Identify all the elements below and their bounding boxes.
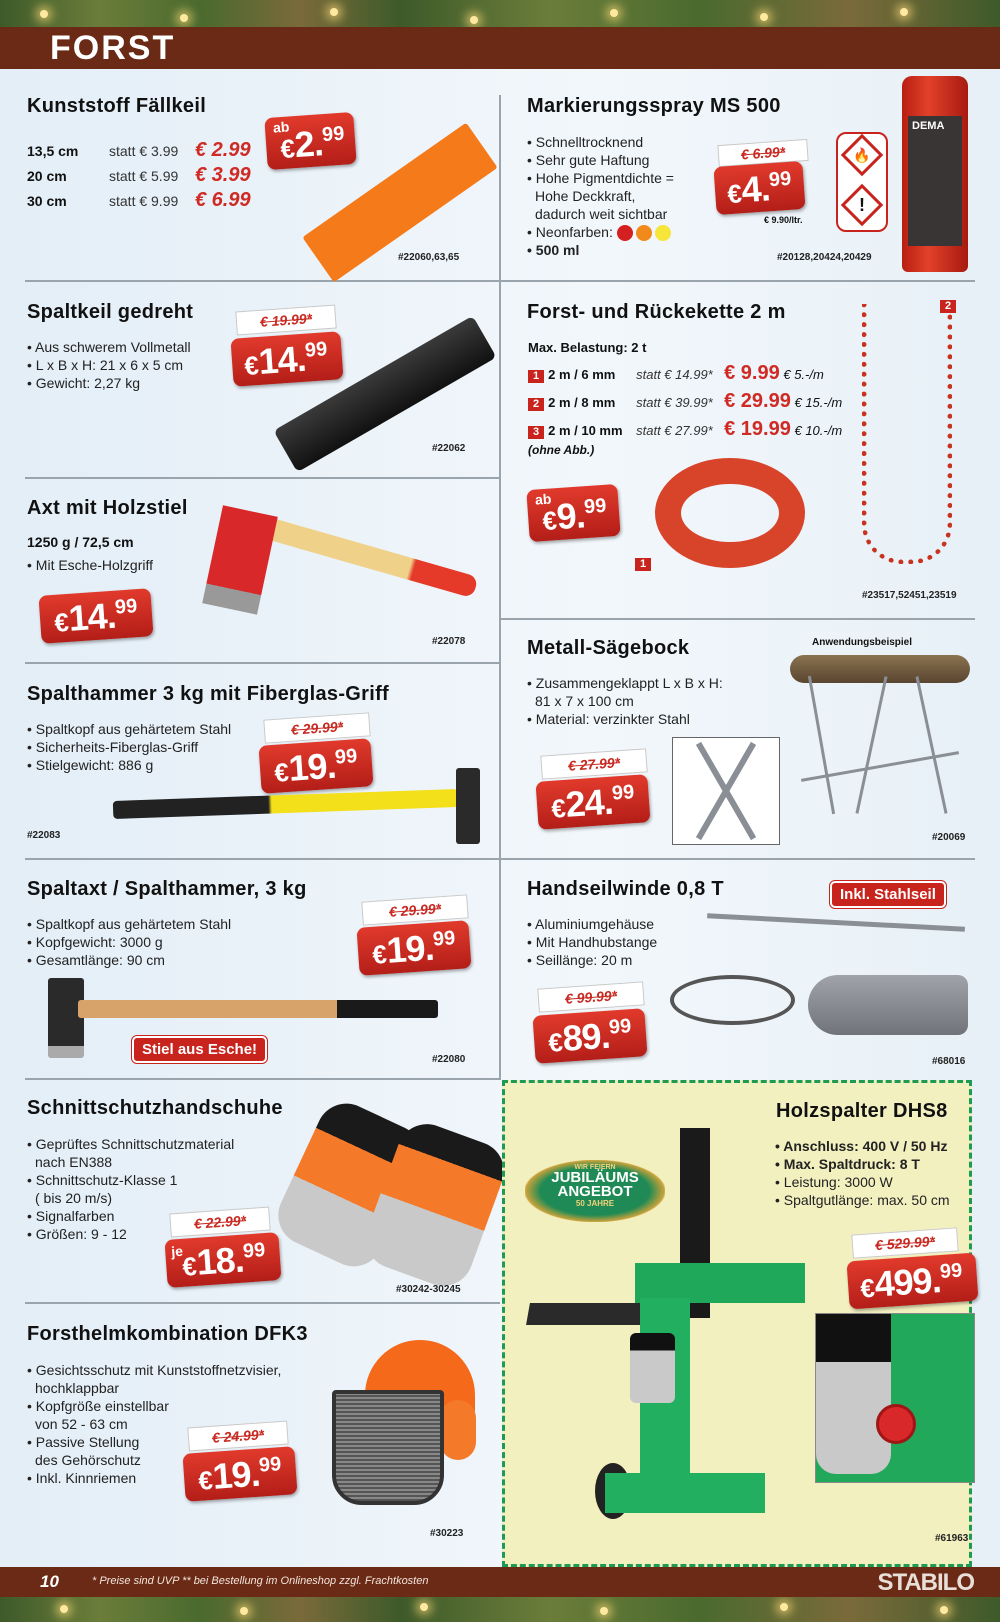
text: • Schnittschutz-Klasse 1	[27, 1172, 178, 1188]
price-tag	[713, 161, 805, 215]
text: € 29.99	[724, 390, 791, 412]
axe-head-image	[48, 978, 84, 1058]
text: 81 x 7 x 100 cm	[535, 693, 634, 709]
variant-price: € 3.99	[195, 164, 251, 186]
unit-price: € 9.90/ltr.	[764, 215, 803, 225]
divider	[500, 618, 975, 620]
chain-hanging-image	[862, 304, 952, 564]
text: €	[550, 792, 567, 824]
text: • Material: verzinkter Stahl	[527, 711, 690, 727]
variant-price: € 2.99	[195, 139, 251, 161]
motor-detail-image	[815, 1313, 975, 1483]
bullet-list	[27, 720, 231, 774]
winch-body-image	[808, 975, 968, 1035]
bullet-list	[527, 915, 657, 969]
sku: #22080	[432, 1054, 466, 1065]
product-title: Spalthammer 3 kg mit Fiberglas-Griff	[27, 683, 389, 705]
text: • Mit Handhubstange	[527, 934, 658, 950]
variant-size: 20 cm	[27, 168, 67, 184]
text: 99	[611, 781, 635, 805]
text: €	[726, 178, 743, 210]
ash-handle-image	[78, 1000, 438, 1018]
text: statt € 27.99*	[636, 423, 713, 438]
old-price: € 6.99*	[717, 139, 808, 167]
price-tag	[264, 112, 356, 170]
text: € 10.-/m	[794, 423, 843, 438]
feature-badge: Inkl. Stahlseil	[830, 881, 946, 908]
sku: #23517,52451,23519	[862, 590, 957, 601]
bullet-list	[527, 133, 674, 259]
text: • Seillänge: 20 m	[527, 952, 633, 968]
divider	[25, 477, 500, 479]
text: €	[541, 505, 558, 537]
flame-hazard-icon: 🔥	[841, 134, 883, 176]
bullet-list	[27, 556, 153, 574]
variant-old-price: statt € 5.99	[109, 168, 179, 184]
text: 4.	[740, 167, 771, 211]
product-title: Spaltkeil gedreht	[27, 301, 194, 323]
product-title: Markierungsspray MS 500	[527, 95, 781, 117]
image-label-1: 1	[635, 558, 651, 571]
max-load: Max. Belastung: 2 t	[528, 340, 647, 355]
text: 19.	[287, 744, 337, 789]
currency: €	[279, 133, 296, 165]
product-holzspalter[interactable]	[502, 1080, 972, 1567]
variant-old-price: statt € 9.99	[109, 193, 179, 209]
text: €	[181, 1250, 198, 1282]
sku: #22062	[432, 443, 466, 454]
exclamation-hazard-icon: !	[841, 184, 883, 226]
example-label: Anwendungsbeispiel	[812, 637, 913, 648]
text: • Neonfarben:	[527, 224, 613, 240]
price-tag	[164, 1232, 281, 1288]
text: 99	[242, 1239, 266, 1263]
mesh-visor-image	[332, 1390, 444, 1505]
text: 99	[334, 745, 358, 769]
text: je	[170, 1242, 184, 1260]
text: 99	[583, 494, 608, 519]
text: • Sicherheits-Fiberglas-Griff	[27, 739, 199, 755]
product-title: Forsthelmkombination DFK3	[27, 1323, 308, 1345]
text: • Geprüftes Schnittschutzmaterial	[27, 1136, 235, 1152]
text: statt € 39.99*	[636, 395, 713, 410]
text: JUBILÄUMS	[551, 1169, 639, 1186]
product-title: Kunststoff Fällkeil	[27, 95, 207, 117]
text: • Größen: 9 - 12	[27, 1226, 127, 1242]
text: • 500 ml	[527, 242, 580, 259]
text: des Gehörschutz	[35, 1452, 141, 1468]
text: € 15.-/m	[794, 395, 843, 410]
section-title: FORST	[50, 29, 176, 67]
text: €	[547, 1026, 564, 1058]
divider	[25, 858, 500, 860]
sku: #61963	[935, 1533, 969, 1544]
text: • Zusammengeklappt L x B x H:	[527, 675, 723, 691]
old-price: € 22.99*	[169, 1207, 270, 1238]
variant-list	[528, 360, 842, 444]
text: 19.	[385, 926, 435, 971]
text: 1	[528, 370, 544, 383]
text: € 19.99	[724, 418, 791, 440]
sku: #20128,20424,20429	[777, 252, 872, 263]
text: €	[243, 350, 260, 381]
product-title: Handseilwinde 0,8 T	[527, 878, 724, 900]
old-price: € 29.99*	[263, 712, 370, 743]
text: von 52 - 63 cm	[35, 1416, 128, 1432]
text: 99	[304, 338, 328, 362]
text: 99	[939, 1259, 963, 1284]
variant-note: (ohne Abb.)	[528, 443, 595, 457]
bottom-garland	[0, 1597, 1000, 1622]
text: 89.	[561, 1014, 611, 1059]
text: WIR FEIERN	[574, 1164, 616, 1171]
text: • Max. Spaltdruck: 8 T	[775, 1156, 920, 1172]
text: 99	[608, 1015, 632, 1039]
hammer-head-image	[456, 768, 480, 844]
text: hochklappbar	[35, 1380, 120, 1396]
text: • Sehr gute Haftung	[527, 152, 650, 168]
spray-brand: DEMA	[912, 120, 945, 132]
text: 19.	[211, 1452, 261, 1497]
text: 50 JAHRE	[575, 1199, 615, 1208]
sawhorse-image	[790, 655, 970, 815]
divider	[25, 1302, 500, 1304]
divider	[25, 280, 500, 282]
text: 14.	[67, 594, 117, 639]
text: • Spaltkopf aus gehärtetem Stahl	[27, 721, 232, 737]
text: 14.	[257, 337, 307, 382]
text: 2	[528, 398, 544, 411]
sku: #30223	[430, 1528, 464, 1539]
price-tag	[182, 1446, 297, 1502]
divider	[500, 280, 975, 282]
spray-can-image	[902, 76, 968, 272]
text: • Gesamtlänge: 90 cm	[27, 952, 165, 968]
text: €	[53, 606, 70, 638]
text: € 9.99	[724, 362, 780, 384]
price-tag	[846, 1253, 978, 1310]
footer-note: * Preise sind UVP ** bei Bestellung im Onlineshop zzgl. Frachtkosten	[92, 1575, 429, 1587]
old-price: € 27.99*	[540, 748, 647, 779]
bullet-list	[527, 674, 723, 728]
price-tag	[356, 920, 471, 976]
text: nach EN388	[35, 1154, 113, 1170]
old-price: € 24.99*	[187, 1421, 288, 1452]
price-tag	[535, 774, 650, 830]
product-title: Axt mit Holzstiel	[27, 497, 188, 519]
footer-bar	[0, 1567, 1000, 1597]
price-tag	[532, 1008, 647, 1064]
bullet-list	[27, 338, 191, 392]
text: • Mit Esche-Holzgriff	[27, 557, 154, 573]
sku: #20069	[932, 832, 966, 843]
product-title: Metall-Sägebock	[527, 637, 690, 659]
text: 99	[768, 167, 792, 192]
divider	[25, 662, 500, 664]
text: ab	[534, 490, 552, 508]
sku: #68016	[932, 1056, 966, 1067]
text: 99	[432, 927, 456, 951]
variant-price: € 6.99	[195, 189, 251, 211]
old-price: € 529.99*	[851, 1227, 958, 1258]
text: • Aus schwerem Vollmetall	[27, 339, 191, 355]
variant-list	[27, 138, 251, 213]
text: Hohe Deckkraft,	[535, 188, 636, 204]
text: • Spaltkopf aus gehärtetem Stahl	[27, 916, 232, 932]
bullet-list	[775, 1137, 950, 1209]
text: • Gewicht: 2,27 kg	[27, 375, 141, 391]
section-header-bar	[0, 27, 1000, 69]
text: €	[859, 1272, 876, 1304]
text: • Aluminiumgehäuse	[527, 916, 655, 932]
neon-orange-swatch	[636, 225, 652, 241]
text: 99	[258, 1453, 282, 1477]
product-title: Holzspalter DHS8	[776, 1100, 948, 1122]
bullet-list	[27, 915, 231, 969]
text: €	[371, 938, 388, 970]
text: statt € 14.99*	[636, 367, 713, 382]
feature-badge: Stiel aus Esche!	[132, 1036, 267, 1063]
product-title: Forst- und Rückekette 2 m	[527, 301, 786, 323]
text: € 5.-/m	[783, 367, 824, 382]
neon-red-swatch	[617, 225, 633, 241]
image-label-2: 2	[940, 300, 956, 313]
motor-image	[630, 1333, 675, 1403]
sku: #22060,63,65	[398, 252, 460, 263]
text: €	[197, 1464, 214, 1496]
sawhorse-detail-image	[672, 737, 780, 845]
text: 18.	[195, 1238, 245, 1283]
text: • Signalfarben	[27, 1208, 115, 1224]
old-price: € 99.99*	[537, 981, 644, 1012]
price-tag	[526, 484, 620, 542]
power-plug-icon	[876, 1404, 916, 1444]
text: ( bis 20 m/s)	[35, 1190, 113, 1206]
chain-coil-image	[655, 458, 805, 568]
text: • Kopfgröße einstellbar	[27, 1398, 169, 1414]
brand-logo: STABILO	[877, 1569, 974, 1596]
price-main: 2.	[293, 122, 325, 166]
text: • Inkl. Kinnriemen	[27, 1470, 137, 1486]
price-cents: 99	[321, 122, 346, 147]
steel-cable-image	[670, 975, 795, 1025]
anniversary-badge	[525, 1160, 665, 1222]
log-splitter-table-image	[526, 1303, 650, 1325]
text: ANGEBOT	[557, 1183, 633, 1200]
text: • Gesichtsschutz mit Kunststoffnetzvisier,	[27, 1362, 282, 1378]
top-garland	[0, 0, 1000, 30]
divider	[25, 1078, 500, 1080]
price-prefix: ab	[272, 118, 290, 136]
old-price: € 29.99*	[361, 894, 468, 925]
sku: #30242-30245	[396, 1284, 461, 1295]
ear-muff-image	[440, 1400, 476, 1460]
product-spec: 1250 g / 72,5 cm	[27, 534, 134, 550]
column-divider	[499, 95, 501, 1080]
variant-size: 13,5 cm	[27, 143, 79, 159]
text: 2 m / 10 mm	[548, 423, 623, 438]
text: 499.	[873, 1259, 942, 1305]
text: • Spaltgutlänge: max. 50 cm	[775, 1192, 950, 1208]
text: • Schnelltrocknend	[527, 134, 644, 150]
text: • L x B x H: 21 x 6 x 5 cm	[27, 357, 184, 373]
price-tag	[38, 588, 153, 644]
log-splitter-foot-image	[605, 1473, 765, 1513]
text: €	[273, 756, 290, 788]
divider	[500, 858, 975, 860]
text: • Anschluss: 400 V / 50 Hz	[775, 1138, 948, 1154]
product-title: Schnittschutzhandschuhe	[27, 1097, 283, 1119]
text: dadurch weit sichtbar	[535, 206, 668, 222]
neon-yellow-swatch	[655, 225, 671, 241]
text: 2 m / 8 mm	[548, 395, 616, 410]
text: 9.	[555, 494, 587, 538]
price-tag	[258, 738, 373, 794]
text: • Stielgewicht: 886 g	[27, 757, 154, 773]
variant-old-price: statt € 3.99	[109, 143, 179, 159]
sku: #22078	[432, 636, 466, 647]
price-tag	[230, 331, 343, 387]
text: 3	[528, 426, 544, 439]
old-price: € 19.99*	[235, 305, 336, 336]
variant-size: 30 cm	[27, 193, 67, 209]
log-splitter-frame-image	[635, 1263, 805, 1303]
text: • Leistung: 3000 W	[775, 1174, 893, 1190]
text: 2 m / 6 mm	[548, 367, 616, 382]
product-title: Spaltaxt / Spalthammer, 3 kg	[27, 878, 307, 900]
text: 99	[114, 595, 138, 619]
text: • Kopfgewicht: 3000 g	[27, 934, 163, 950]
page-number: 10	[40, 1572, 59, 1591]
text: 24.	[564, 780, 614, 825]
hazard-pictograms	[836, 132, 888, 232]
sku: #22083	[27, 830, 61, 841]
text: • Passive Stellung	[27, 1434, 140, 1450]
text: • Hohe Pigmentdichte =	[527, 170, 674, 186]
